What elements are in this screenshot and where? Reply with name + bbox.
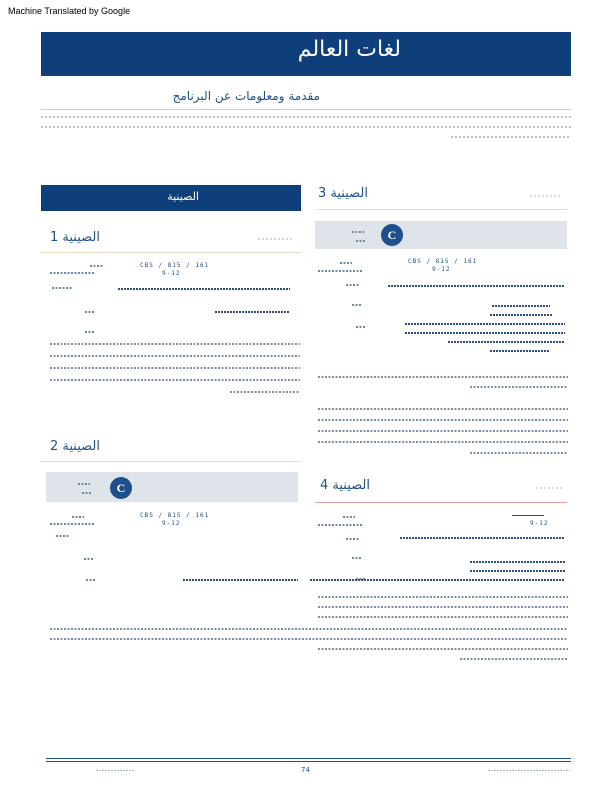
s1-label: [90, 265, 104, 267]
s3-line: [405, 323, 565, 325]
section-4-underline: [512, 515, 544, 516]
s4-label: [346, 538, 360, 540]
s3-line: [492, 305, 550, 307]
s3-label: [340, 262, 352, 264]
s2-label: [50, 523, 95, 525]
s4-label: [343, 516, 355, 518]
s2-label: [56, 535, 70, 537]
section-2-header-band: [46, 472, 298, 502]
subtitle-rule: [41, 109, 571, 110]
s1-label: [85, 311, 95, 313]
section-3-code: CBS / 815 / 161: [408, 258, 478, 265]
section-4-range: 9-12: [530, 520, 549, 527]
s4-line: [400, 537, 565, 539]
section-4-meta: [536, 487, 564, 489]
s3-line: [490, 350, 550, 352]
section-1-range: 9-12: [162, 270, 181, 277]
s3-label: [346, 284, 360, 286]
section-3-rule: [315, 209, 567, 210]
section-1-meta: [258, 238, 293, 240]
s1-line: [118, 288, 290, 290]
section-3-logo: C: [381, 224, 403, 246]
s3-label: [318, 270, 363, 272]
machine-translated-notice: Machine Translated by Google: [8, 6, 131, 16]
left-column-heading: [41, 185, 301, 211]
footer-rule-bottom: [46, 761, 571, 762]
footer-right-text: [488, 770, 570, 771]
s1-label: [50, 272, 95, 274]
s4-line: [470, 561, 565, 563]
section-3-header-band: [315, 221, 567, 249]
section-1-code: CBS / 815 / 161: [140, 262, 210, 269]
s3-band-label: [356, 240, 366, 242]
s1-label: [85, 331, 95, 333]
s3-label: [356, 326, 366, 328]
intro-subtitle: مقدمة ومعلومات عن البرنامج: [172, 89, 320, 103]
s3-label: [352, 304, 362, 306]
footer-left-text: [96, 770, 134, 771]
section-1-title: الصينية 1: [50, 230, 100, 245]
section-4-rule: [315, 502, 567, 503]
s2-line: [183, 579, 298, 581]
s3-band-label: [352, 231, 364, 233]
section-2-title: الصينية 2: [50, 439, 100, 454]
page-title: لغات العالم: [297, 37, 401, 62]
section-3-title: الصينية 3: [318, 186, 368, 201]
s3-line: [405, 332, 565, 334]
s3-line: [490, 314, 552, 316]
s2-label: [86, 579, 96, 581]
s3-line: [448, 341, 565, 343]
s4-label: [352, 557, 362, 559]
left-column-heading-text: الصينية: [167, 190, 199, 203]
section-2-range: 9-12: [162, 520, 181, 527]
s4-label: [318, 524, 363, 526]
section-3-range: 9-12: [432, 266, 451, 273]
s3-line: [388, 285, 565, 287]
s2-label: [84, 558, 94, 560]
section-4-title: الصينية 4: [320, 478, 370, 493]
section-2-rule: [41, 461, 301, 462]
footer-rule-top: [46, 758, 571, 759]
intro-paragraph: [41, 116, 571, 156]
page-banner: [41, 32, 571, 76]
s1-line: [215, 311, 290, 313]
section-3-meta: [530, 195, 560, 197]
s2-band-label: [78, 483, 90, 485]
s2-label: [72, 516, 84, 518]
s2-band-label: [82, 492, 92, 494]
section-2-code: CBS / 815 / 161: [140, 512, 210, 519]
s4-line: [470, 570, 565, 572]
s1-label: [52, 287, 72, 289]
section-1-rule: [41, 252, 301, 253]
section-2-logo: C: [110, 477, 132, 499]
s4-line: [310, 579, 565, 581]
page-number: 74: [301, 766, 310, 774]
